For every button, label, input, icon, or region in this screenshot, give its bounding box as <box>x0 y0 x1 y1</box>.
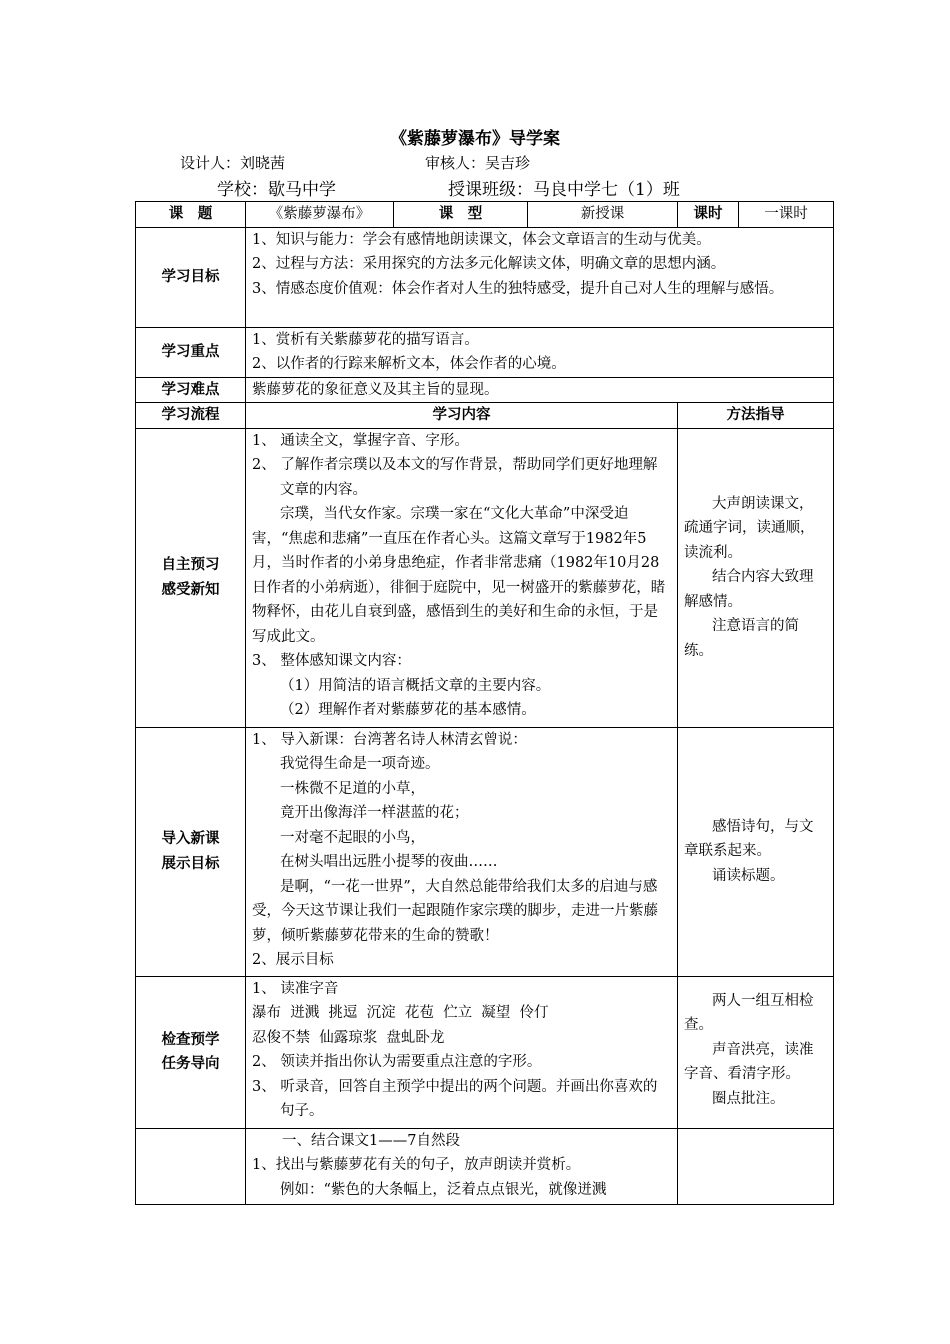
key-point-item: 1、赏析有关紫藤萝花的描写语言。 <box>252 331 479 348</box>
section-label-line: 检查预学 <box>161 1031 220 1048</box>
content-col-header: 学习内容 <box>246 403 678 429</box>
section-method <box>678 976 834 1128</box>
section-content <box>246 976 678 1128</box>
method-line: 声音洪亮，读准字音、看清字形。 <box>684 1041 814 1082</box>
content-line: 3、 听录音，回答自主预学中提出的两个问题。并画出你喜欢的句子。 <box>252 1078 658 1119</box>
type-label: 课 型 <box>394 202 528 228</box>
difficulty-row <box>136 377 834 403</box>
goals-row <box>136 227 834 327</box>
content-line: 例如：“紫色的大条幅上，泛着点点银光，就像迸溅 <box>280 1181 607 1198</box>
key-point-item: 2、以作者的行踪来解析文本，体会作者的心境。 <box>252 356 566 372</box>
section-label <box>136 976 246 1128</box>
method-line: 结合内容大致理解感情。 <box>684 569 814 610</box>
school: 学校：歇马中学 <box>217 180 336 200</box>
page-title: 《紫藤萝瀑布》导学案 <box>390 129 560 149</box>
lesson-plan-table <box>135 201 834 1205</box>
content-line: 2、 了解作者宗璞以及本文的写作背景，帮助同学们更好地理解文章的内容。 <box>252 457 658 498</box>
section-label-line: 任务导向 <box>161 1056 220 1072</box>
difficulty-label: 学习难点 <box>136 377 246 403</box>
key-points-content <box>246 327 834 377</box>
reviewer: 审核人：吴吉珍 <box>425 154 531 172</box>
vocab-line: 忍俊不禁 仙露琼浆 盘虬卧龙 <box>252 1029 445 1046</box>
method-line: 注意语言的简练。 <box>684 618 799 659</box>
poem-line: 一株微不足道的小草， <box>280 780 425 797</box>
goals-content <box>246 227 834 327</box>
content-paragraph: 宗璞，当代女作家。宗璞一家在“文化大革命”中深受迫害，“焦虑和悲痛”一直压在作者心头。这篇文章写于1982年5月，当时作者的小弟身患绝症，作者非常悲痛（1982年10月28日作者的小弟病逝），徘徊于庭院中，见一树盛开的紫藤萝花，睹物释怀，由花儿自衰到盛，感悟到生的美好和生命的永恒，于是写成此文。 <box>252 506 666 645</box>
topic-label: 课 题 <box>136 202 246 228</box>
hours-value: 一课时 <box>739 202 834 228</box>
content-line: （1）用简洁的语言概括文章的主要内容。 <box>280 677 551 694</box>
key-points-row <box>136 327 834 377</box>
content-line: （2）理解作者对紫藤萝花的基本感情。 <box>280 702 536 718</box>
method-line: 诵读标题。 <box>712 867 785 884</box>
content-line: 2、 领读并指出你认为需要重点注意的字形。 <box>252 1054 542 1070</box>
method-line: 大声朗读课文，疏通字词，读通顺，读流利。 <box>684 495 815 561</box>
content-line: 1、 读准字音 <box>252 980 339 997</box>
hours-label: 课时 <box>678 202 739 228</box>
section-label-line: 感受新知 <box>161 581 220 598</box>
key-points-label: 学习重点 <box>136 327 246 377</box>
goal-item: 2、过程与方法：采用探究的方法多元化解读文体，明确文章的思想内涵。 <box>252 256 726 272</box>
content-line: 2、展示目标 <box>252 952 334 968</box>
section-label <box>136 727 246 976</box>
section-method <box>678 727 834 976</box>
section-content <box>246 1128 678 1204</box>
section-preview-row <box>136 428 834 727</box>
section-label-line: 导入新课 <box>161 831 220 847</box>
poem-line: 在树头唱出远胜小提琴的夜曲…… <box>280 854 498 870</box>
content-line: 一、结合课文1——7自然段 <box>282 1132 460 1149</box>
section-intro-row <box>136 727 834 976</box>
content-paragraph: 是啊，“一花一世界”，大自然总能带给我们太多的启迪与感受，今天这节课让我们一起跟随作家宗璞的脚步，走进一片紫藤萝，倾听紫藤萝花带来的生命的赞歌！ <box>252 878 658 944</box>
section-label <box>136 1128 246 1204</box>
poem-line: 一对毫不起眼的小鸟， <box>280 829 425 846</box>
process-header-row <box>136 403 834 429</box>
section-method <box>678 1128 834 1204</box>
designer: 设计人：刘晓茜 <box>180 154 286 172</box>
poem-line: 竟开出像海洋一样湛蓝的花； <box>280 805 469 821</box>
content-line: 3、 整体感知课文内容： <box>252 653 411 669</box>
section-label-line: 展示目标 <box>161 855 220 872</box>
method-col-header: 方法指导 <box>678 403 834 429</box>
section-check-row <box>136 976 834 1128</box>
content-line: 1、找出与紫藤萝花有关的句子，放声朗读并赏析。 <box>252 1157 581 1173</box>
section-method <box>678 428 834 727</box>
vocab-line: 瀑布 迸溅 挑逗 沉淀 花苞 伫立 凝望 伶仃 <box>252 1005 549 1021</box>
section-label <box>136 428 246 727</box>
section-content <box>246 727 678 976</box>
poem-line: 我觉得生命是一项奇迹。 <box>280 756 440 772</box>
process-col-header: 学习流程 <box>136 403 246 429</box>
goal-item: 1、知识与能力：学会有感情地朗读课文，体会文章语言的生动与优美。 <box>252 231 711 248</box>
method-line: 感悟诗句，与文章联系起来。 <box>684 818 814 860</box>
class-info: 授课班级：马良中学七（1）班 <box>448 180 680 200</box>
method-line: 圈点批注。 <box>712 1090 785 1107</box>
type-value: 新授课 <box>528 202 678 228</box>
method-line: 两人一组互相检查。 <box>684 992 814 1033</box>
section-content <box>246 428 678 727</box>
goal-item: 3、情感态度价值观：体会作者对人生的独特感受，提升自己对人生的理解与感悟。 <box>252 280 784 297</box>
content-line: 1、 导入新课：台湾著名诗人林清玄曾说： <box>252 731 527 748</box>
section-explore-row <box>136 1128 834 1204</box>
info-row <box>136 202 834 228</box>
section-label-line: 自主预习 <box>161 557 220 573</box>
content-line: 1、 通读全文，掌握字音、字形。 <box>252 432 469 449</box>
topic-value: 《紫藤萝瀑布》 <box>246 202 394 228</box>
difficulty-text: 紫藤萝花的象征意义及其主旨的显现。 <box>246 377 834 403</box>
goals-label: 学习目标 <box>136 227 246 327</box>
